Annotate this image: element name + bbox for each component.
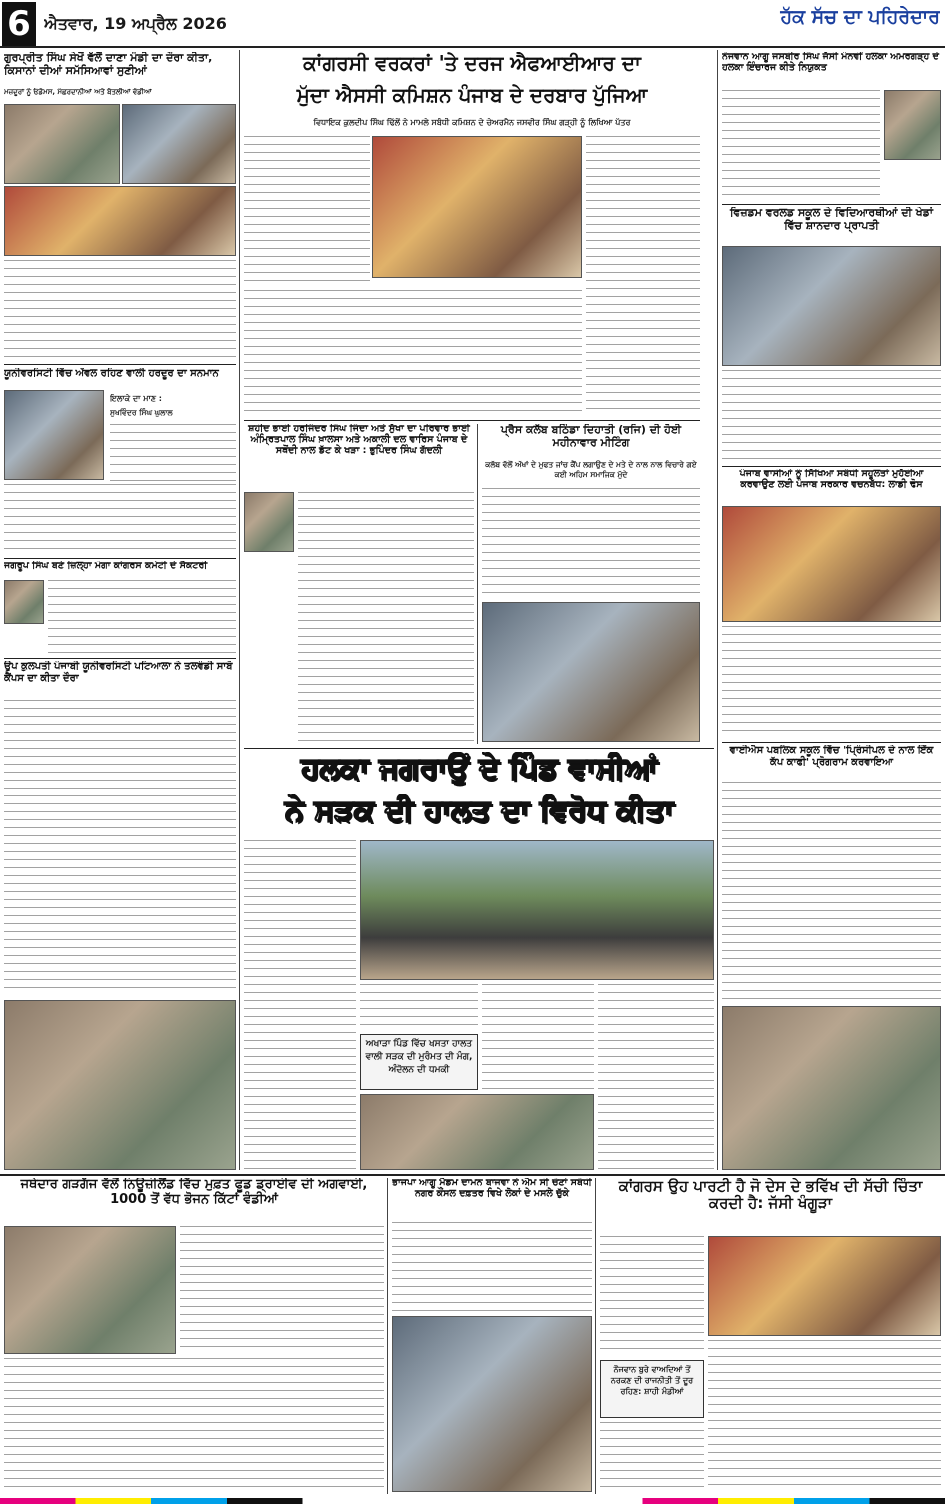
- ys-school-headline: ਵਾਈਐਸ ਪਬਲਿਕ ਸਕੂਲ ਵਿੱਚ 'ਪ੍ਰਿੰਸੀਪਲ ਦੇ ਨਾਲ ਇੱਕ ਕੱਪ ਕਾਫੀ' ਪ੍ਰੋਗਰਾਮ ਕਰਵਾਇਆ: [729, 745, 934, 768]
- education-photo: [722, 506, 941, 622]
- divider: [722, 466, 941, 467]
- mandi-body: [4, 260, 236, 360]
- vc-body: [4, 700, 236, 790]
- paper-name: ਹੱਕ ਸੱਚ ਦਾ ਪਹਿਰੇਦਾਰ: [780, 6, 940, 28]
- vision-school-body: [722, 370, 941, 460]
- divider: [244, 420, 700, 421]
- column-rule: [477, 424, 478, 744]
- congress-sec-headline: ਜਗਰੂਪ ਸਿੰਘ ਬਣੇ ਜ਼ਿਲ੍ਹਾ ਮੋਗਾ ਕਾਂਗਰਸ ਕਮੇਟੀ ਦੇ ਸੈਕਟਰੀ: [4, 561, 208, 571]
- honour-body: [4, 484, 236, 554]
- mandi-subhead: ਮਜ਼ਦੂਰਾਂ ਨੂੰ ਓਡੋਮਸ, ਮੱਛਰਦਾਨੀਆਂ ਅਤੇ ਬੋਤਲੀਆਂ ਵੰਡੀਆਂ: [4, 88, 152, 96]
- honour-body-side: [110, 424, 236, 482]
- mandi-photo-3: [4, 186, 236, 256]
- divider: [4, 558, 236, 559]
- food-drive-body-2: [4, 1358, 384, 1492]
- vc-headline: ਉਪ ਕੁਲਪਤੀ ਪੰਜਾਬੀ ਯੂਨੀਵਰਸਿਟੀ ਪਟਿਆਲਾ ਨੇ ਤਲਵੰਡੀ ਸਾਬੋ ਕੈਂਪਸ ਦਾ ਕੀਤਾ ਦੌਰਾ: [4, 661, 233, 684]
- education-body: [722, 626, 941, 738]
- congress-future-photo: [708, 1236, 941, 1336]
- masthead-logo: [712, 6, 940, 40]
- congress-future-sidebar: ਨੌਜਵਾਨ ਬੁਰੇ ਵਾਅਦਿਆਂ ਤੋਂ ਨਰਕਣ ਦੀ ਰਾਜਨੀਤੀ ਤੋਂ ਦੂਰ ਰਹਿਣ: ਸ਼ਾਹੀ ਮੰਡੀਆਂ: [600, 1360, 704, 1418]
- vc-photo: [4, 1000, 236, 1170]
- press-club-headline: ਪ੍ਰੈਸ ਕਲੱਬ ਬਠਿੰਡਾ ਦਿਹਾਤੀ (ਰਜਿ) ਦੀ ਹੋਈ ਮਹੀਨਾਵਾਰ ਮੀਟਿੰਗ: [500, 424, 682, 449]
- ys-school-photo: [722, 1006, 941, 1170]
- print-registration-bar: [0, 1498, 945, 1504]
- protest-body-4: [598, 984, 714, 1170]
- martyr-headline: ਸ਼ਹੀਦ ਭਾਈ ਹਰਜਿੰਦਰ ਸਿੰਘ ਜਿੰਦਾ ਅਤੇ ਸੁੱਖਾ ਦਾ ਪਰਿਵਾਰ ਭਾਈ ਅੰਮ੍ਰਿਤਪਾਲ ਸਿੰਘ ਖ਼ਾਲਸਾ ਅਤੇ ਅਕਾਲੀ ਦਲ ਵਾਰਿਸ ਪੰਜਾਬ ਦੇ ਸਥੋਂਦੀ ਨਾਲ ਡੱਟ ਕੇ ਖੜਾ : ਭੁਪਿੰਦਰ ਸਿੰਘ ਗੱਦਲੀ: [248, 424, 470, 456]
- vision-school-photo: [722, 246, 941, 366]
- appointment-body: [722, 90, 880, 200]
- divider: [4, 364, 236, 365]
- food-drive-body-1: [180, 1226, 384, 1354]
- column-rule: [387, 1178, 388, 1494]
- protest-headline-1: ਹਲਕਾ ਜਗਰਾਉਂ ਦੇ ਪਿੰਡ ਵਾਸੀਆਂ: [300, 752, 658, 786]
- mandi-photo-1: [4, 104, 120, 184]
- divider: [722, 204, 941, 205]
- lead-body-2: [586, 136, 700, 416]
- honour-byline: ਇਲਾਕੇ ਦਾ ਮਾਣ :: [110, 394, 163, 403]
- congress-future-body-2: [708, 1340, 941, 1492]
- mandi-headline: ਗੁਰਪ੍ਰੀਤ ਸਿੰਘ ਸੇਖੋਂ ਵੱਲੋਂ ਦਾਣਾ ਮੰਡੀ ਦਾ ਦੌਰਾ ਕੀਤਾ, ਕਿਸਾਨਾਂ ਦੀਆਂ ਸਮੱਸਿਆਵਾਂ ਸੁਣੀਆਂ: [4, 52, 213, 77]
- protest-headline-2: ਨੇ ਸੜਕ ਦੀ ਹਾਲਤ ਦਾ ਵਿਰੋਧ ਕੀਤਾ: [284, 794, 674, 828]
- congress-sec-photo: [4, 580, 44, 624]
- mandi-photo-2: [122, 104, 236, 184]
- lead-headline-2: ਮੁੱਦਾ ਐਸਸੀ ਕਮਿਸ਼ਨ ਪੰਜਾਬ ਦੇ ਦਰਬਾਰ ਪੁੱਜਿਆ: [296, 84, 648, 107]
- vc-body-2: [4, 795, 236, 995]
- honour-photo: [4, 390, 104, 480]
- congress-sec-body: [48, 580, 236, 654]
- bajwa-headline: ਭਾਜਪਾ ਆਗੂ ਮੈਡਮ ਦਾਮਨ ਬਾਜਵਾ ਨੇ ਐਮ ਸੀ ਚੋਣਾਂ ਸਬੰਧੀ ਨਗਰ ਕੌਂਸਲ ਦਫ਼ਤਰ ਵਿਖੇ ਲੋਕਾਂ ਦੇ ਮਸਲੇ ਚੁੱਕੇ: [392, 1178, 592, 1199]
- column-rule: [595, 1178, 596, 1494]
- issue-date: ਐਤਵਾਰ, 19 ਅਪ੍ਰੈਲ 2026: [44, 14, 227, 33]
- education-headline: ਪੰਜਾਬ ਵਾਸੀਆਂ ਨੂੰ ਸਿੱਖਿਆ ਸਬੰਧੀ ਸਹੂਲਤਾਂ ਮੁਹੱਈਆ ਕਰਵਾਉਣ ਲਈ ਪੰਜਾਬ ਸਰਕਾਰ ਵਚਨਬੱਧ: ਲਾਡੀ ਢੋਸ: [739, 469, 924, 490]
- food-drive-headline: ਜਥੇਦਾਰ ਗੜਗੱਜ ਵੱਲੋਂ ਨਿਊਜ਼ੀਲੈਂਡ ਵਿੱਚ ਮੁਫ਼ਤ ਫੂਡ ਡ੍ਰਾਈਵ ਦੀ ਅਗਵਾਈ, 1000 ਤੋਂ ਵੱਧ ਭੋਜਨ ਕਿੱਟਾਂ ਵੰਡੀਆਂ: [20, 1178, 368, 1207]
- masthead-rule: [0, 46, 945, 48]
- lead-body-1: [244, 136, 370, 286]
- lead-photo: [372, 136, 582, 278]
- bajwa-photo: [392, 1316, 592, 1492]
- protest-boxnote: ਅਖਾੜਾ ਪਿੰਡ ਵਿੱਚ ਖਸਤਾ ਹਾਲਤ ਵਾਲੀ ਸੜਕ ਦੀ ਮੁਰੰਮਤ ਦੀ ਮੰਗ, ਅੰਦੋਲਨ ਦੀ ਧਮਕੀ: [360, 1034, 478, 1090]
- congress-future-body-1: [600, 1236, 704, 1356]
- column-rule: [717, 50, 718, 1170]
- divider: [722, 742, 941, 743]
- divider: [244, 748, 714, 749]
- food-drive-photo: [4, 1226, 176, 1354]
- bajwa-body: [392, 1222, 592, 1312]
- page-number: 6: [2, 2, 36, 46]
- honour-caption: ਸੁਖਵਿੰਦਰ ਸਿੰਘ ਘੁਲਾਲ: [110, 408, 173, 417]
- lead-body-3: [244, 290, 582, 416]
- protest-body-3: [482, 984, 594, 1094]
- martyr-body: [298, 492, 474, 742]
- press-club-body: [482, 488, 700, 598]
- martyr-photo: [244, 492, 294, 552]
- appointment-headline: ਨੌਜਵਾਨ ਆਗੂ ਜਸਬੀਰ ਸਿੰਘ ਜੱਸੀ ਮੰਨਵੀਂ ਹਲਕਾ ਅਮਰਗੜ੍ਹ ਦੇ ਹਲਕਾ ਇੰਚਾਰਜ ਕੀਤੇ ਨਿਯੁਕਤ: [722, 52, 939, 73]
- congress-future-headline: ਕਾਂਗਰਸ ਉਹ ਪਾਰਟੀ ਹੈ ਜੋ ਦੇਸ ਦੇ ਭਵਿੱਖ ਦੀ ਸੱਚੀ ਚਿੰਤਾ ਕਰਦੀ ਹੈ: ਜੱਸੀ ਖੰਗੂੜਾ: [618, 1178, 923, 1213]
- vision-school-headline: ਵਿਜ਼ਡਮ ਵਰਲਡ ਸਕੂਲ ਦੇ ਵਿਦਿਆਰਥੀਆਂ ਦੀ ਖੇਡਾਂ ਵਿੱਚ ਸ਼ਾਨਦਾਰ ਪ੍ਰਾਪਤੀ: [730, 207, 933, 232]
- protest-photo: [360, 840, 714, 980]
- lead-subhead: ਵਿਧਾਇਕ ਕੁਲਦੀਪ ਸਿੰਘ ਢਿੱਲੋਂ ਨੇ ਮਾਮਲੇ ਸਬੰਧੀ ਕਮਿਸ਼ਨ ਦੇ ਚੇਅਰਮੈਨ ਜਸਵੀਰ ਸਿੰਘ ਗੜ੍ਹੀ ਨੂੰ ਲਿਖਿਆ ਪੱਤਰ: [313, 118, 631, 127]
- appointment-photo: [884, 90, 941, 160]
- bottom-section-rule: [0, 1174, 945, 1176]
- press-club-subhead: ਕਲੱਬ ਵੱਲੋਂ ਅੱਖਾਂ ਦੇ ਮੁਫਤ ਜਾਂਚ ਕੈਂਪ ਲਗਾਉਣ ਦੇ ਮਤੇ ਦੇ ਨਾਲ ਨਾਲ ਵਿਚਾਰੇ ਗਏ ਕਈ ਅਹਿਮ ਸਮਾਜਿਕ ਮੁੱਦੇ: [485, 460, 697, 479]
- protest-photo-2: [360, 1094, 594, 1170]
- protest-body-1: [244, 840, 356, 1170]
- congress-future-body-3: [600, 1422, 704, 1492]
- lead-headline-1: ਕਾਂਗਰਸੀ ਵਰਕਰਾਂ 'ਤੇ ਦਰਜ ਐਫਆਈਆਰ ਦਾ: [303, 52, 641, 75]
- column-rule: [239, 50, 240, 1170]
- press-club-photo: [482, 602, 700, 742]
- protest-body-2: [360, 984, 478, 1030]
- divider: [4, 658, 236, 659]
- ys-school-body: [722, 782, 941, 1002]
- honour-headline: ਯੂਨੀਵਰਸਿਟੀ ਵਿੱਚ ਅੱਵਲ ਰਹਿਣ ਵਾਲੀ ਹਰਦੂਰ ਦਾ ਸਨਮਾਨ: [4, 368, 219, 379]
